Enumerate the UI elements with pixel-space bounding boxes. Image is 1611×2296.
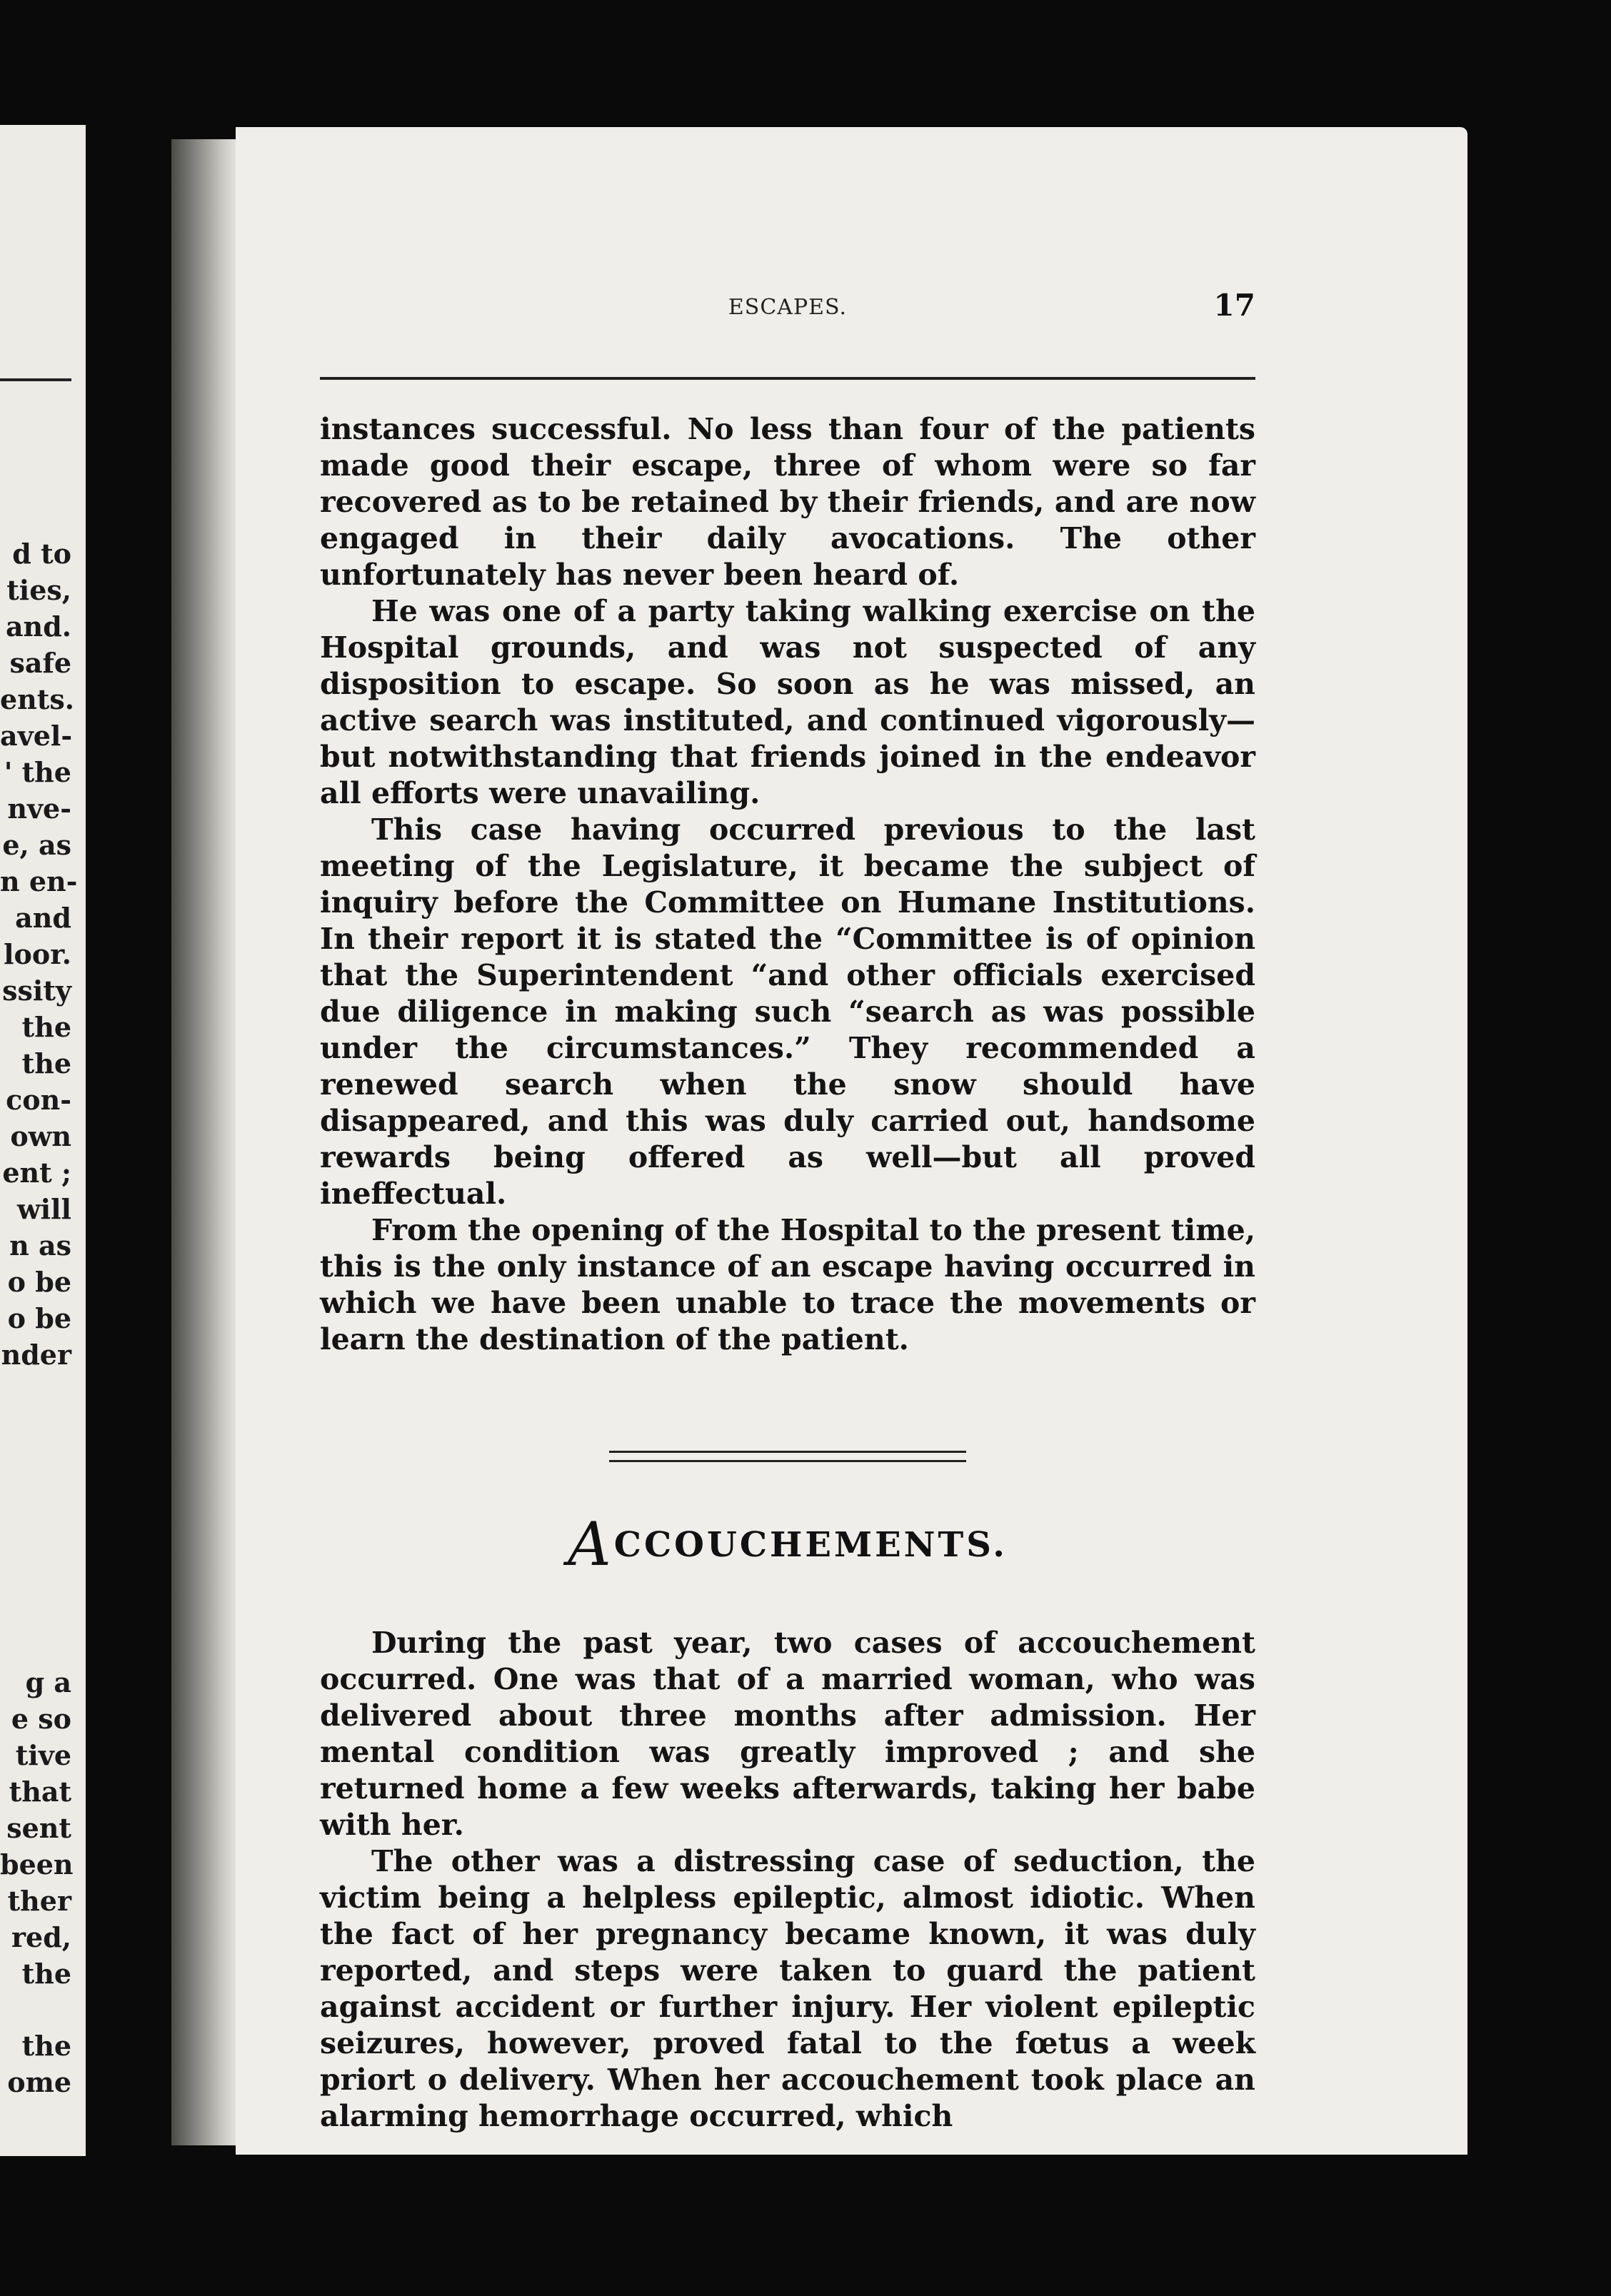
facing-page-line: safe bbox=[9, 647, 71, 679]
paragraph: During the past year, two cases of accouchement occurred. One was that of a married woman, who was delivered about three months after admission. Her mental condition was greatly improved ; and she returned home a few weeks afterwards, taking her babe with her. bbox=[320, 1626, 1255, 1842]
facing-page-line: the bbox=[21, 1047, 71, 1079]
facing-page-line: and bbox=[15, 902, 71, 934]
facing-page-line: the bbox=[21, 1011, 71, 1043]
section-divider bbox=[609, 1451, 966, 1462]
facing-page-line: ' the bbox=[4, 756, 71, 788]
facing-page-line: sent bbox=[6, 1812, 71, 1844]
section-heading-rest: CCOUCHEMENTS. bbox=[613, 1525, 1008, 1565]
facing-page-line: e, as bbox=[2, 829, 71, 861]
facing-page-line: ssity bbox=[2, 975, 71, 1007]
facing-page-line: tive bbox=[15, 1739, 71, 1771]
book-page bbox=[236, 127, 1467, 2155]
facing-page-line: loor. bbox=[4, 938, 71, 970]
facing-page-line: that bbox=[9, 1776, 71, 1808]
facing-page-line: nve- bbox=[7, 792, 71, 825]
facing-page-line: will bbox=[16, 1193, 71, 1225]
paragraph: From the opening of the Hospital to the present time, this is the only instance of an escape having occurred in which we have been unable to trace the movements or learn the destination of the patient. bbox=[320, 1213, 1255, 1356]
facing-page-line: avel- bbox=[0, 720, 73, 752]
facing-page-line: o be bbox=[7, 1266, 71, 1298]
facing-page-line: ties, bbox=[6, 574, 71, 606]
facing-page-line: ent ; bbox=[2, 1157, 71, 1189]
facing-page-line: g a bbox=[25, 1666, 71, 1698]
facing-page-line: been bbox=[0, 1848, 74, 1880]
paragraph: This case having occurred previous to the last meeting of the Legislature, it became the subject of inquiry before the Committee on Humane Institutions. In their report it is stated the “Committee is of opinion that the Superintendent “and other officials exercised due diligence in making such “search as was possible under the circumstances.” They recommended a renewed search when the snow should have disappeared, and this was duly carried out, handsome rewards being offered as well—but all proved ineffectual. bbox=[320, 812, 1255, 1211]
facing-page bbox=[0, 125, 86, 2156]
facing-page-line: ome bbox=[7, 2066, 71, 2098]
facing-page-line: own bbox=[10, 1120, 71, 1152]
facing-page-line: n as bbox=[9, 1229, 71, 1262]
facing-page-line: n en- bbox=[0, 865, 78, 897]
facing-page-line: d to bbox=[12, 538, 71, 570]
facing-page-line: ther bbox=[7, 1885, 71, 1917]
header-rule bbox=[320, 377, 1255, 380]
facing-page-gap bbox=[0, 1992, 71, 2028]
page-number: 17 bbox=[1213, 288, 1255, 323]
facing-page-line: ents. bbox=[0, 683, 74, 715]
facing-page-line: con- bbox=[6, 1084, 71, 1116]
facing-page-line: and. bbox=[5, 610, 71, 643]
section-heading bbox=[320, 1509, 1255, 1579]
page-header bbox=[320, 288, 1255, 338]
paragraph: The other was a distressing case of seduction, the victim being a helpless epileptic, almost idiotic. When the fact of her pregnancy became known, it was duly reported, and steps were taken to guard the patient against accident or further injury. Her violent epileptic seizures, however, proved fatal to the fœtus a week priort o delivery. When her accouchement took place an alarming hemorrhage occurred, which bbox=[320, 1844, 1255, 2133]
section-heading-initial: A bbox=[568, 1509, 614, 1579]
facing-page-text bbox=[0, 535, 78, 2100]
running-head: ESCAPES. bbox=[728, 295, 848, 320]
facing-page-line: nder bbox=[1, 1339, 71, 1371]
facing-page-rule bbox=[0, 378, 71, 381]
facing-page-line: e so bbox=[11, 1703, 71, 1735]
paragraph: He was one of a party taking walking exercise on the Hospital grounds, and was not suspected of any disposition to escape. So soon as he was missed, an active search was instituted, and continued vigorously—but notwithstanding that friends joined in the endeavor all efforts were unavailing. bbox=[320, 594, 1255, 810]
facing-page-line: the bbox=[21, 2030, 71, 2062]
paragraph: instances successful. No less than four of the patients made good their escape, three of whom were so far recovered as to be retained by their friends, and are now engaged in their daily avocations. The other unfortunately has never been heard of. bbox=[320, 412, 1255, 592]
facing-page-line: the bbox=[21, 1958, 71, 1990]
facing-page-line: o be bbox=[7, 1302, 71, 1334]
facing-page-gap bbox=[0, 1373, 71, 1664]
book-gutter-shadow bbox=[171, 139, 239, 2145]
facing-page-line: red, bbox=[11, 1921, 71, 1953]
page-body bbox=[320, 411, 1255, 2135]
